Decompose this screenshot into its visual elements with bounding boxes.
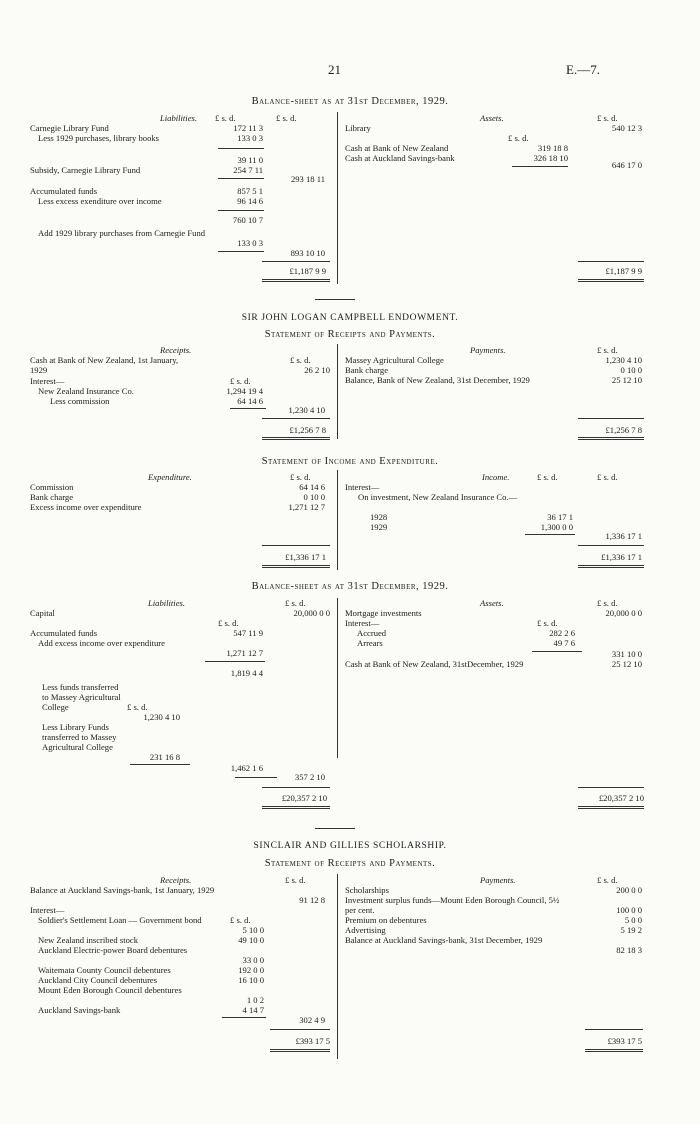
amount: 319 18 8 [537, 143, 568, 153]
amount: 1,462 1 6 [230, 763, 263, 773]
amount: 49 7 6 [553, 638, 575, 648]
asset-row: Library [345, 123, 371, 133]
amount: 91 12 8 [299, 895, 325, 905]
column-heading: Receipts. [160, 345, 192, 355]
amount: 64 14 6 [237, 396, 263, 406]
total: £393 17 5 [607, 1036, 642, 1046]
receipt-row: Soldier's Settlement Loan — Government bond [38, 915, 202, 925]
amount: 200 0 0 [616, 885, 642, 895]
total: £1,336 17 1 [601, 552, 642, 562]
receipt-row: Interest— [30, 376, 65, 386]
amount: 1,300 0 0 [540, 522, 573, 532]
column-heading: £ s. d. [215, 113, 236, 123]
amount: 172 11 3 [233, 123, 263, 133]
column-heading: Liabilities. [148, 598, 186, 608]
income-row: Interest— [345, 482, 380, 492]
amount: 100 0 0 [616, 905, 642, 915]
amount: 49 10 0 [238, 935, 264, 945]
column-heading: Expenditure. [148, 472, 192, 482]
column-heading: £ s. d. [230, 915, 251, 925]
amount: 1 0 2 [246, 995, 264, 1005]
receipt-row: Auckland City Council debentures [38, 975, 158, 985]
column-heading: £ s. d. [597, 113, 618, 123]
liability-row: Subsidy, Carnegie Library Fund [30, 165, 141, 175]
liability-row: Accumulated funds [30, 628, 98, 638]
asset-row: Mortgage investments [345, 608, 422, 618]
income-row: 1929 [370, 522, 388, 532]
document-code: E.—7. [566, 62, 600, 77]
column-heading: £ s. d. [597, 598, 618, 608]
amount: 857 5 1 [237, 186, 263, 196]
receipt-row: New Zealand inscribed stock [38, 935, 138, 945]
receipt-row: Auckland Savings-bank [38, 1005, 121, 1015]
column-heading: Income. [482, 472, 510, 482]
column-heading: £ s. d. [508, 133, 529, 143]
column-heading: £ s. d. [218, 618, 239, 628]
column-heading: £ s. d. [597, 875, 618, 885]
column-heading: Receipts. [160, 875, 192, 885]
receipt-row: Cash at Bank of New Zealand, 1st January, 1929 [30, 355, 179, 375]
amount: 1,230 4 10 [605, 355, 642, 365]
column-heading: Payments. [470, 345, 506, 355]
payment-row: Massey Agricultural College [345, 355, 444, 365]
asset-row: Arrears [357, 638, 383, 648]
total: £1,336 17 1 [285, 552, 326, 562]
amount: 96 14 6 [237, 196, 263, 206]
column-heading: Payments. [480, 875, 516, 885]
expenditure-row: Excess income over expenditure [30, 502, 142, 512]
amount: 293 18 11 [290, 174, 325, 184]
page-number: 21 [328, 62, 341, 77]
liability-row: Capital [30, 608, 55, 618]
asset-row: Accrued [357, 628, 387, 638]
amount: 20,000 0 0 [293, 608, 330, 618]
total: £1,256 7 8 [605, 425, 642, 435]
asset-row: Cash at Bank of New Zealand, 31stDecember, 1929 [345, 659, 524, 669]
amount: 1,294 19 4 [226, 386, 263, 396]
amount: 282 2 6 [549, 628, 575, 638]
amount: 1,819 4 4 [230, 668, 263, 678]
section-title: Balance-sheet as at 31st December, 1929. [251, 96, 449, 107]
section-title: Balance-sheet as at 31st December, 1929. [251, 581, 449, 592]
liability-row: Less 1929 purchases, library books [38, 133, 160, 143]
amount: 82 18 3 [616, 945, 642, 955]
receipt-row: Less commission [50, 396, 110, 406]
amount: 133 0 3 [237, 133, 263, 143]
asset-row: Cash at Auckland Savings-bank [345, 153, 455, 163]
amount: 254 7 11 [233, 165, 263, 175]
column-heading: £ s. d. [290, 355, 311, 365]
amount: 760 10 7 [232, 215, 263, 225]
payment-row: Balance at Auckland Savings-bank, 31st December, 1929 [345, 935, 543, 945]
receipt-row: Auckland Electric-power Board debentures [38, 945, 188, 955]
column-heading: Liabilities. [160, 113, 198, 123]
amount: 326 18 10 [533, 153, 568, 163]
column-heading: £ s. d. [285, 598, 306, 608]
statement-title: Statement of Receipts and Payments. [264, 329, 436, 340]
income-row: 1928 [370, 512, 388, 522]
receipt-row: Mount Eden Borough Council debentures [38, 985, 182, 995]
amount: 1,271 12 7 [288, 502, 325, 512]
asset-row: Cash at Bank of New Zealand [345, 143, 449, 153]
income-row: On investment, New Zealand Insurance Co.— [358, 492, 518, 502]
column-heading: £ s. d. [597, 472, 618, 482]
amount: 26 2 10 [304, 365, 330, 375]
column-heading: Assets. [480, 598, 504, 608]
payment-row: Balance, Bank of New Zealand, 31st December, 1929 [345, 375, 530, 385]
column-heading: £ s. d. [537, 618, 558, 628]
payment-row: Scholarships [345, 885, 389, 895]
amount: 33 0 0 [242, 955, 264, 965]
liability-row: Less funds transferred to Massey Agricultural College [42, 682, 121, 712]
amount: 540 12 3 [611, 123, 642, 133]
total: £20,357 2 10 [598, 793, 644, 803]
liability-row: Carnegie Library Fund [30, 123, 109, 133]
column-heading: £ s. d. [276, 113, 297, 123]
liability-row: Less Library Funds transferred to Massey Agricultural College [42, 722, 117, 752]
amount: 5 19 2 [620, 925, 642, 935]
amount: 0 10 0 [620, 365, 642, 375]
column-heading: £ s. d. [537, 472, 558, 482]
amount: 302 4 9 [299, 1015, 325, 1025]
column-heading: £ s. d. [597, 345, 618, 355]
receipt-row: Interest— [30, 905, 65, 915]
receipt-row: Balance at Auckland Savings-bank, 1st January, 1929 [30, 885, 215, 895]
amount: 39 11 0 [237, 155, 263, 165]
liability-row: Accumulated funds [30, 186, 98, 196]
payment-row: Bank charge [345, 365, 389, 375]
column-heading: £ s. d. [230, 376, 251, 386]
column-heading: £ s. d. [285, 875, 306, 885]
payment-row: Advertising [345, 925, 386, 935]
section-title: SIR JOHN LOGAN CAMPBELL ENDOWMENT. [241, 313, 459, 323]
total: £1,187 9 9 [289, 266, 326, 276]
amount: 16 10 0 [238, 975, 264, 985]
amount: 1,230 4 10 [143, 712, 180, 722]
total: £20,357 2 10 [281, 793, 327, 803]
amount: 36 17 1 [547, 512, 573, 522]
receipt-row: Waitemata County Council debentures [38, 965, 171, 975]
section-title: SINCLAIR AND GILLIES SCHOLARSHIP. [253, 841, 447, 851]
expenditure-row: Bank charge [30, 492, 74, 502]
expenditure-row: Commission [30, 482, 74, 492]
receipt-row: New Zealand Insurance Co. [38, 386, 134, 396]
payment-row: Investment surplus funds—Mount Eden Borough Council, 5½ per cent. [345, 895, 560, 915]
liability-row: Add 1929 library purchases from Carnegie Fund [38, 228, 206, 238]
total: £1,187 9 9 [605, 266, 642, 276]
amount: 192 0 0 [238, 965, 264, 975]
column-heading: £ s. d. [290, 472, 311, 482]
amount: 64 14 6 [299, 482, 325, 492]
statement-title: Statement of Income and Expenditure. [261, 456, 439, 467]
amount: 547 11 9 [233, 628, 263, 638]
amount: 25 12 10 [611, 375, 642, 385]
payment-row: Premium on debentures [345, 915, 427, 925]
amount: 357 2 10 [294, 772, 325, 782]
amount: 5 0 0 [624, 915, 642, 925]
total: £1,256 7 8 [289, 425, 326, 435]
amount: 893 10 10 [290, 248, 325, 258]
amount: 5 10 0 [242, 925, 264, 935]
amount: 20,000 0 0 [605, 608, 642, 618]
amount: 331 10 0 [611, 649, 642, 659]
liability-row: Add excess income over expenditure [38, 638, 165, 648]
amount: 1,230 4 10 [288, 405, 325, 415]
amount: 4 14 7 [242, 1005, 264, 1015]
amount: 0 10 0 [303, 492, 325, 502]
asset-row: Interest— [345, 618, 380, 628]
statement-title: Statement of Receipts and Payments. [264, 858, 436, 869]
amount: 646 17 0 [611, 160, 642, 170]
amount: 1,336 17 1 [605, 531, 642, 541]
total: £393 17 5 [295, 1036, 330, 1046]
column-heading: £ s. d. [127, 702, 148, 712]
amount: 231 16 8 [149, 752, 180, 762]
liability-row: Less excess exenditure over income [38, 196, 162, 206]
amount: 133 0 3 [237, 238, 263, 248]
amount: 1,271 12 7 [226, 648, 263, 658]
amount: 25 12 10 [611, 659, 642, 669]
column-heading: Assets. [480, 113, 504, 123]
